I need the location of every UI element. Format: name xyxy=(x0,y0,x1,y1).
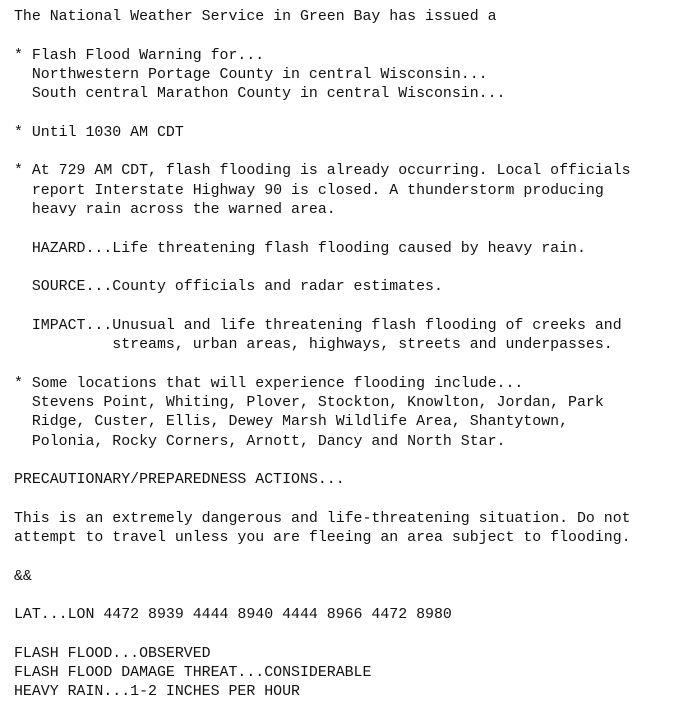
bulletin-line-impact-2: streams, urban areas, highways, streets and underpasses. xyxy=(14,337,613,354)
bulletin-line-blank xyxy=(14,452,693,471)
bulletin-line-blank xyxy=(14,27,693,46)
bulletin-line-blank xyxy=(14,355,693,374)
bulletin-line-blank xyxy=(14,104,693,123)
bulletin-line-separator: && xyxy=(14,568,32,585)
bulletin-line-situation-1: * At 729 AM CDT, flash flooding is already occurring. Local officials xyxy=(14,163,631,180)
bulletin-line-source: SOURCE...County officials and radar estimates. xyxy=(14,279,443,296)
bulletin-line-situation-3: heavy rain across the warned area. xyxy=(14,201,336,218)
bulletin-line-blank xyxy=(14,143,693,162)
bulletin-line-heavy-rain: HEAVY RAIN...1-2 INCHES PER HOUR xyxy=(14,684,300,701)
bulletin-line-blank xyxy=(14,548,693,567)
bulletin-line-damage-threat: FLASH FLOOD DAMAGE THREAT...CONSIDERABLE xyxy=(14,665,372,682)
bulletin-line-blank xyxy=(14,587,693,606)
bulletin-line-locations-2: Ridge, Custer, Ellis, Dewey Marsh Wildlife Area, Shantytown, xyxy=(14,414,569,431)
bulletin-line-action-1: This is an extremely dangerous and life-threatening situation. Do not xyxy=(14,510,631,527)
bulletin-line-issuer: The National Weather Service in Green Bay has issued a xyxy=(14,9,497,25)
bulletin-line-until: * Until 1030 AM CDT xyxy=(14,124,184,141)
bulletin-line-locations-heading: * Some locations that will experience flooding include... xyxy=(14,375,524,392)
bulletin-line-lat-lon: LAT...LON 4472 8939 4444 8940 4444 8966 4472 8980 xyxy=(14,607,452,624)
bulletin-line-blank xyxy=(14,297,693,316)
bulletin-line-impact-1: IMPACT...Unusual and life threatening flash flooding of creeks and xyxy=(14,317,622,334)
bulletin-line-flash-flood: FLASH FLOOD...OBSERVED xyxy=(14,645,211,662)
bulletin-line-county-1: Northwestern Portage County in central Wisconsin... xyxy=(14,66,488,83)
bulletin-line-county-2: South central Marathon County in central Wisconsin... xyxy=(14,86,506,103)
bulletin-line-blank xyxy=(14,259,693,278)
bulletin-line-warning-type: * Flash Flood Warning for... xyxy=(14,47,265,64)
bulletin-line-blank xyxy=(14,626,693,645)
bulletin-line-situation-2: report Interstate Highway 90 is closed. A thunderstorm producing xyxy=(14,182,604,199)
bulletin-line-actions-heading: PRECAUTIONARY/PREPAREDNESS ACTIONS... xyxy=(14,472,345,489)
bulletin-line-locations-3: Polonia, Rocky Corners, Arnott, Dancy and North Star. xyxy=(14,433,506,450)
bulletin-line-hazard: HAZARD...Life threatening flash flooding caused by heavy rain. xyxy=(14,240,586,257)
bulletin-line-action-2: attempt to travel unless you are fleeing an area subject to flooding. xyxy=(14,530,631,547)
bulletin-line-blank xyxy=(14,490,693,509)
bulletin-line-blank xyxy=(14,220,693,239)
bulletin-line-locations-1: Stevens Point, Whiting, Plover, Stockton, Knowlton, Jordan, Park xyxy=(14,394,604,411)
